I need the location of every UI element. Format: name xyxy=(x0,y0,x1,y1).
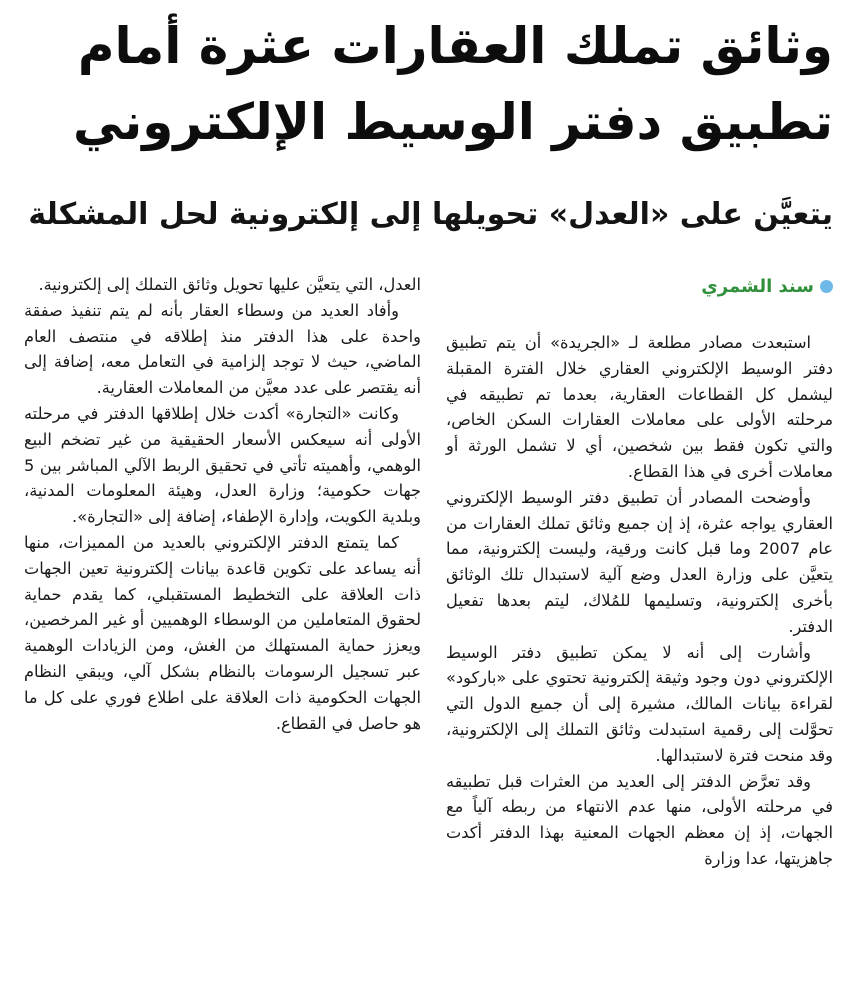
paragraph: وكانت «التجارة» أكدت خلال إطلاقها الدفتر في مرحلته الأولى أنه سيعكس الأسعار الحقيقية من غير تضخم البيع الوهمي، وأهميته تأتي في تحقيق الربط الآلي المباشر بين 5 جهات حكومية؛ وزارة العدل، وهيئة المعلومات المدنية، وبلدية الكويت، وإدارة الإطفاء، إضافة إلى «التجارة». xyxy=(24,403,421,527)
paragraph: كما يتمتع الدفتر الإلكتروني بالعديد من المميزات، منها أنه يساعد على تكوين قاعدة بيانات إلكترونية تعين الجهات ذات العلاقة على التخطيط المستقبلي، كما يقدم حماية لحقوق المتعاملين من الوسطاء الوهميين أو غير المرخصين، ويعزز حماية المستهلك من الغش، ومن الزيادات الوهمية عبر تسجيل الرسومات بالنظام بشكل آلي، ويبقي النظام الجهات الحكومية ذات العلاقة على اطلاع فوري على كل ما هو حاصل في القطاع. xyxy=(24,532,421,733)
paragraph: وأوضحت المصادر أن تطبيق دفتر الوسيط الإلكتروني العقاري يواجه عثرة، إذ إن جميع وثائق تملك العقارات من عام 2007 وما قبل كانت ورقية، وليست إلكترونية، مما يتعيَّن على وزارة العدل وضع آلية لاستبدال تلك الوثائق بأخرى إلكترونية، وتسليمها للمُلاك، ليتم بعدها تفعيل الدفتر. xyxy=(446,487,833,636)
article-column-right xyxy=(446,330,833,872)
article-column-left xyxy=(24,272,421,736)
paragraph: العدل، التي يتعيَّن عليها تحويل وثائق التملك إلى إلكترونية. xyxy=(38,275,421,294)
byline-dot-icon xyxy=(820,280,833,293)
paragraph: استبعدت مصادر مطلعة لـ «الجريدة» أن يتم تطبيق دفتر الوسيط الإلكتروني العقاري خلال الفترة المقبلة ليشمل كل القطاعات العقارية، بعدما تم تطبيقه في مرحلته الأولى على معاملات العقارات السكن الخاص، والتي تكون فقط بين شخصين، أي لا تشمل الورثة أو معاملات أخرى في هذا القطاع. xyxy=(446,333,833,481)
byline xyxy=(701,276,833,297)
paragraph: وأشارت إلى أنه لا يمكن تطبيق دفتر الوسيط الإلكتروني دون وجود وثيقة إلكترونية تحتوي على «باركود» لقراءة بيانات المالك، مشيرة إلى أن جميع الدول التي تحوَّلت إلى رقمية استبدلت وثائق التملك إلى الإلكترونية، وقد منحت فترة لاستبدالها. xyxy=(446,642,833,765)
subheadline: يتعيَّن على «العدل» تحويلها إلى إلكترونية لحل المشكلة xyxy=(28,197,833,232)
paragraph: وأفاد العديد من وسطاء العقار بأنه لم يتم تنفيذ صفقة واحدة على هذا الدفتر منذ إطلاقه في منتصف العام الماضي، حيث لا توجد إلزامية في التعامل معه، إضافة إلى أنه يقتصر على عدد معيَّن من المعاملات العقارية. xyxy=(24,300,421,398)
headline: وثائق تملك العقارات عثرة أمام تطبيق دفتر الوسيط الإلكتروني xyxy=(72,17,833,151)
author-name: سند الشمري xyxy=(701,276,814,297)
paragraph: وقد تعرَّض الدفتر إلى العديد من العثرات قبل تطبيقه في مرحلته الأولى، منها عدم الانتهاء من ربطه آلياً مع الجهات، إذ إن معظم الجهات المعنية بهذا الدفتر أكدت جاهزيتها، عدا وزارة xyxy=(446,771,833,868)
